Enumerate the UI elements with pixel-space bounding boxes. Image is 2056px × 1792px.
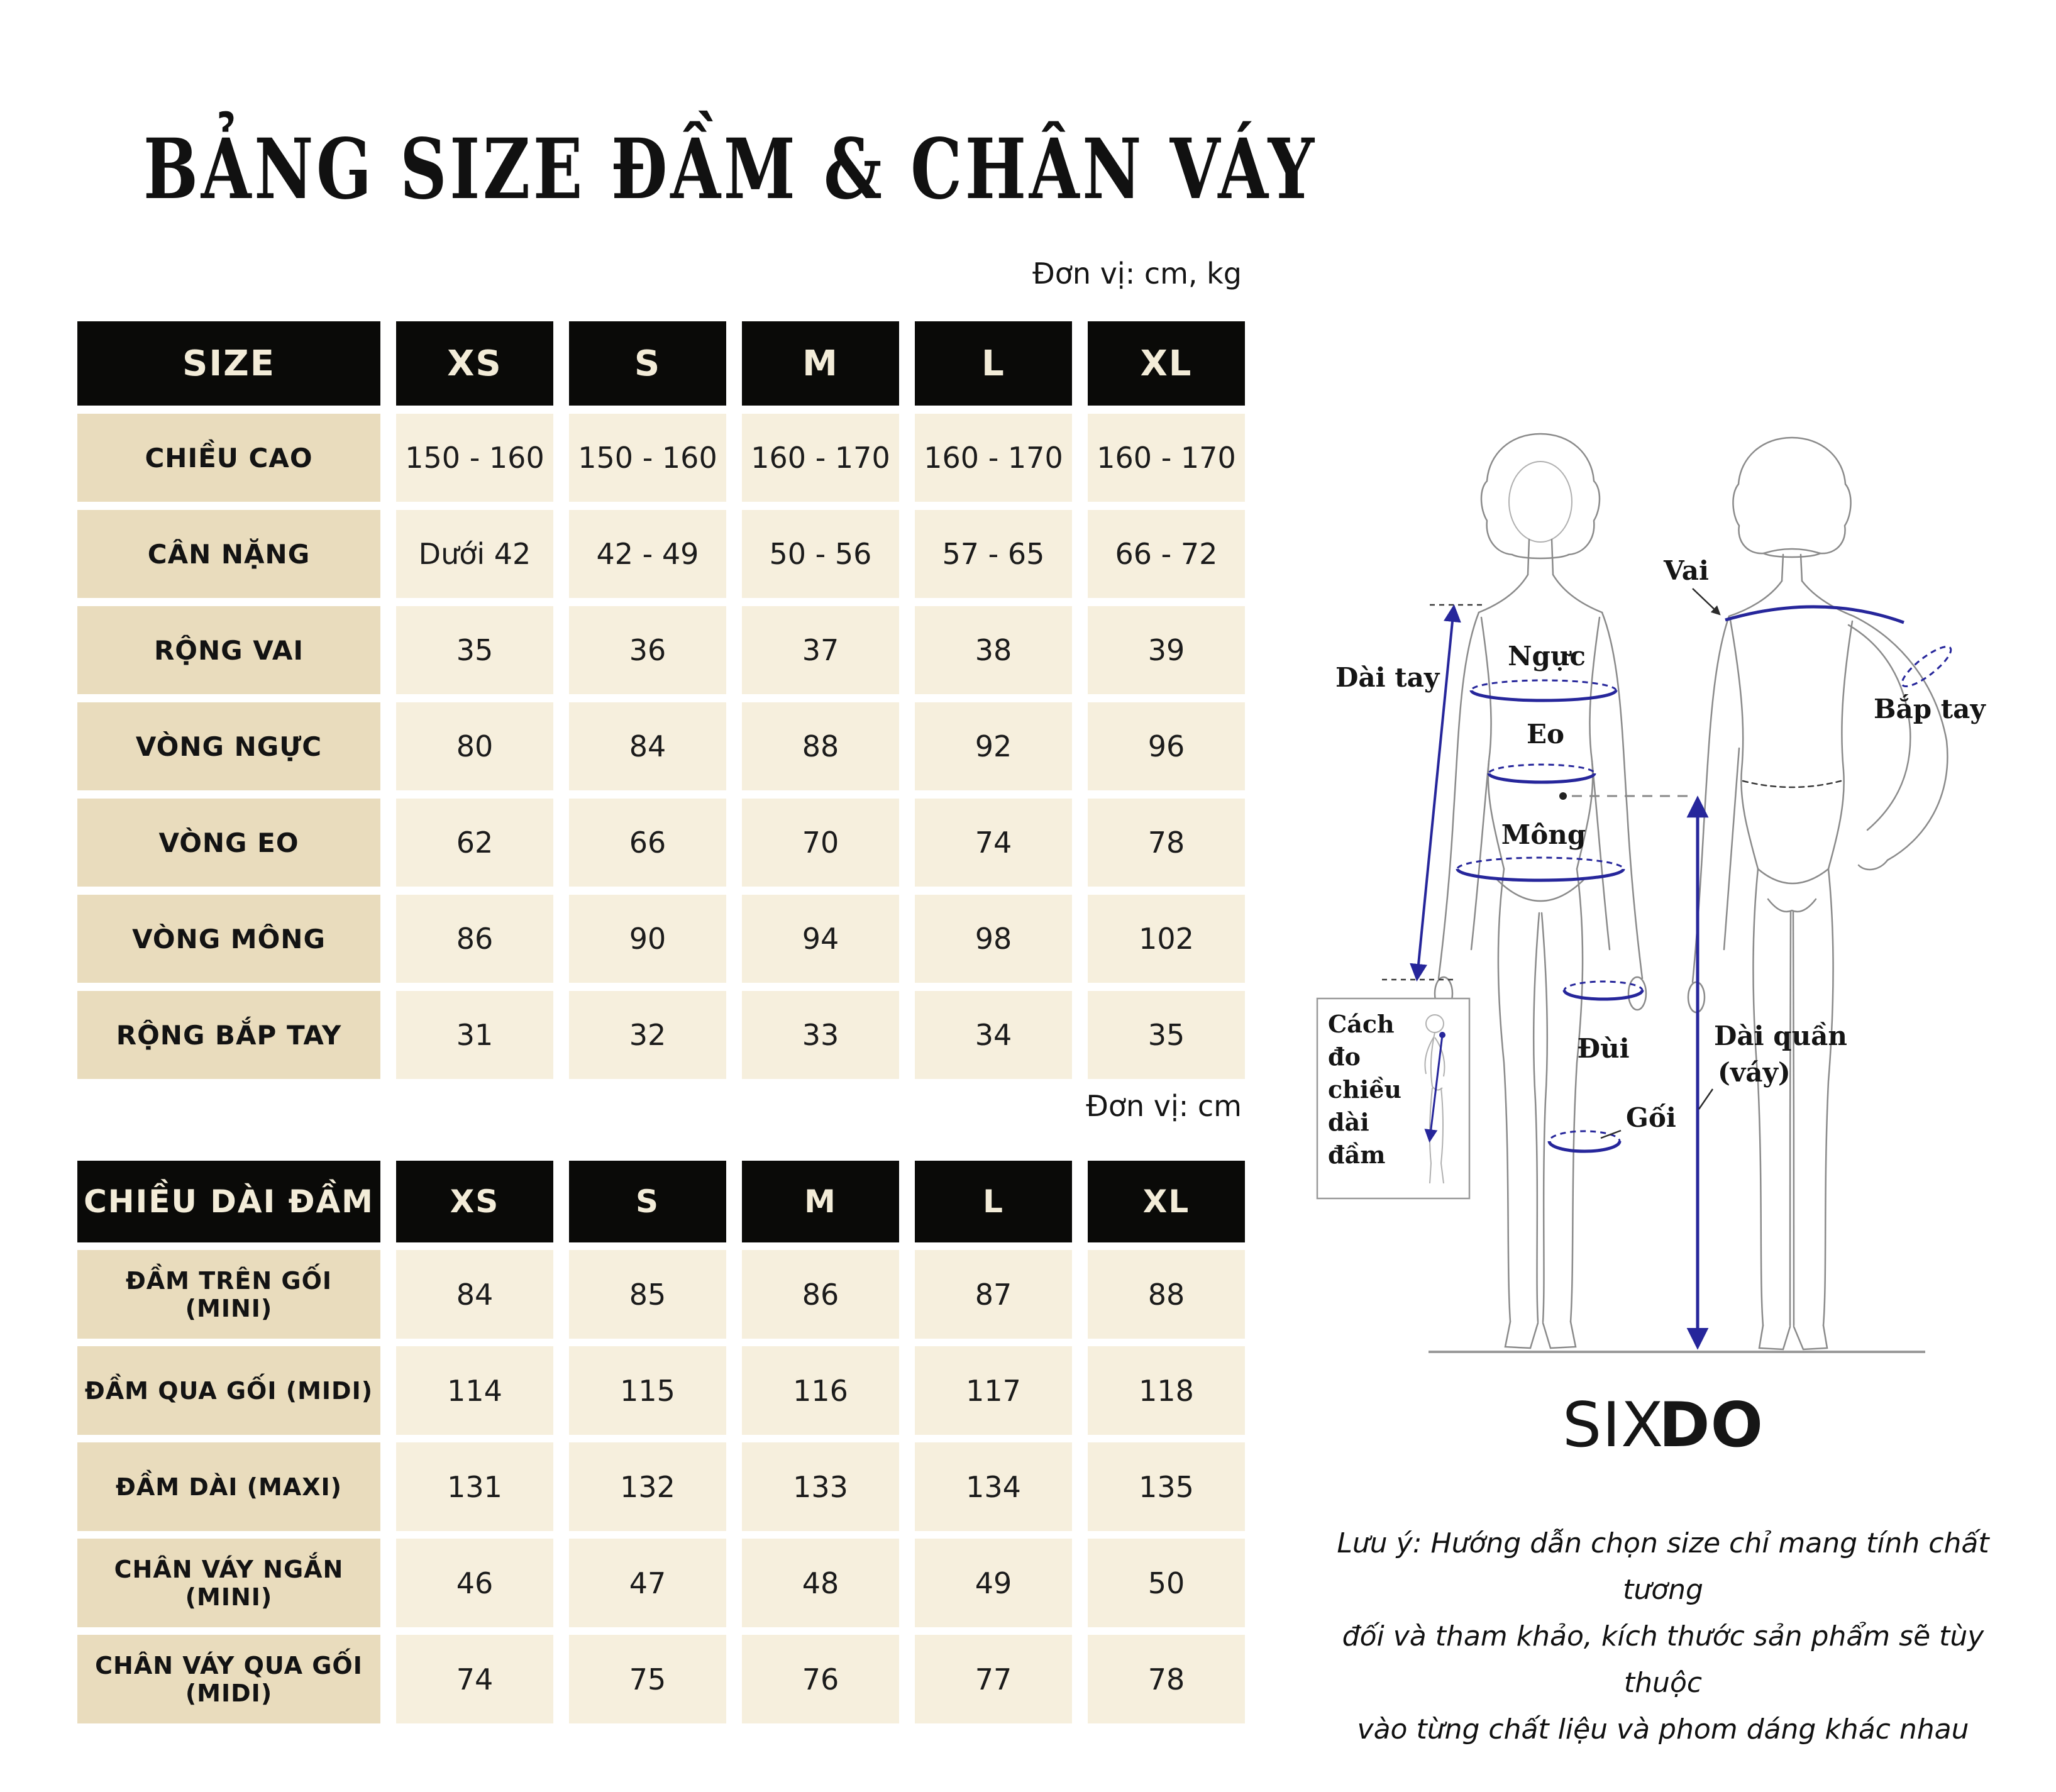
table-cell: 98 [915,895,1072,983]
table-cell: 160 - 170 [1088,414,1245,502]
thigh-label: Đùi [1577,1033,1630,1064]
table-cell: 115 [569,1346,726,1435]
disclaimer-line: Lưu ý: Hướng dẫn chọn size chỉ mang tính chất tương [1337,1527,1989,1606]
table-cell: 116 [742,1346,899,1435]
table-cell: 90 [569,895,726,983]
shoulder-pointer [1693,589,1719,614]
table-cell: 92 [915,702,1072,790]
front-figure-outline [1435,434,1646,1348]
t1-header-s: S [569,321,726,406]
dress-length-inset [1317,998,1469,1198]
table-cell: 76 [742,1635,899,1723]
t1-row-label: CHIỀU CAO [77,414,380,502]
table-cell: 50 - 56 [742,510,899,598]
t1-header-l: L [915,321,1072,406]
t2-row-label: ĐẦM DÀI (MAXI) [77,1442,380,1531]
table-cell: 46 [396,1539,553,1627]
t2-row-label: CHÂN VÁY NGẮN (MINI) [77,1539,380,1627]
table-cell: 77 [915,1635,1072,1723]
table-cell: 49 [915,1539,1072,1627]
bust-label: Ngực [1508,641,1586,672]
table-cell: 74 [915,799,1072,887]
table-cell: 75 [569,1635,726,1723]
table-cell: 78 [1088,1635,1245,1723]
t2-row-label: ĐẦM QUA GỐI (MIDI) [77,1346,380,1435]
logo-do: DO [1659,1390,1764,1461]
table-cell: 42 - 49 [569,510,726,598]
disclaimer-line: đối và tham khảo, kích thước sản phẩm sẽ tùy thuộc [1342,1620,1984,1699]
measurement-diagram [1289,396,2031,1377]
table-cell: 87 [915,1250,1072,1339]
t1-header-size: SIZE [77,321,380,406]
inset-label-line4: dài [1328,1108,1369,1136]
t2-header-xl: XL [1088,1161,1245,1242]
t2-header-m: M [742,1161,899,1242]
t2-header-length: CHIỀU DÀI ĐẦM [77,1161,380,1242]
inset-label-line5: đầm [1328,1141,1386,1169]
table-cell: 132 [569,1442,726,1531]
inset-label-line1: Cách [1328,1010,1395,1038]
disclaimer-line: vào từng chất liệu và phom dáng khác nhau [1357,1713,1969,1745]
unit-note-table2: Đơn vị: cm [1086,1089,1242,1123]
hip-label: Mông [1501,819,1586,850]
t2-row-label: ĐẦM TRÊN GỐI (MINI) [77,1250,380,1339]
t1-row-label: RỘNG BẮP TAY [77,991,380,1079]
body-size-table [77,321,1245,1079]
table-cell: 48 [742,1539,899,1627]
table-cell: 84 [569,702,726,790]
table-cell: 62 [396,799,553,887]
table-cell: 74 [396,1635,553,1723]
table-cell: 86 [742,1250,899,1339]
table-cell: 84 [396,1250,553,1339]
table-cell: 35 [396,606,553,694]
table-cell: 131 [396,1442,553,1531]
shoulder-label: Vai [1664,555,1709,586]
table-cell: 102 [1088,895,1245,983]
t1-row-label: RỘNG VAI [77,606,380,694]
table-cell: 66 [569,799,726,887]
t2-header-xs: XS [396,1161,553,1242]
inset-label-line3: chiều [1328,1075,1402,1103]
skirt-length-label-line1: Dài quần [1714,1020,1847,1051]
table-cell: 88 [742,702,899,790]
table-cell: 160 - 170 [742,414,899,502]
table-cell: 114 [396,1346,553,1435]
t1-header-m: M [742,321,899,406]
t1-row-label: VÒNG EO [77,799,380,887]
table-cell: 134 [915,1442,1072,1531]
brand-logo [1506,1390,1820,1461]
table-cell: 39 [1088,606,1245,694]
table-cell: 31 [396,991,553,1079]
table-cell: 34 [915,991,1072,1079]
table-cell: 37 [742,606,899,694]
t2-header-l: L [915,1161,1072,1242]
table-cell: Dưới 42 [396,510,553,598]
t2-header-s: S [569,1161,726,1242]
unit-note-table1: Đơn vị: cm, kg [1032,257,1242,290]
logo-six: SIX [1562,1390,1664,1461]
table-cell: 57 - 65 [915,510,1072,598]
table-cell: 50 [1088,1539,1245,1627]
measure-marks [1382,589,1955,1344]
knee-label: Gối [1626,1102,1676,1133]
table-cell: 94 [742,895,899,983]
table-cell: 38 [915,606,1072,694]
table-cell: 96 [1088,702,1245,790]
skirt-length-label-line2: (váy) [1718,1057,1791,1088]
table-cell: 118 [1088,1346,1245,1435]
back-figure-outline [1688,438,1947,1349]
inset-label-line2: đo [1328,1043,1361,1071]
table-cell: 80 [396,702,553,790]
table-cell: 78 [1088,799,1245,887]
upper-arm-label: Bắp tay [1874,694,1986,724]
table-cell: 150 - 160 [569,414,726,502]
t2-row-label: CHÂN VÁY QUA GỐI (MIDI) [77,1635,380,1723]
t1-row-label: VÒNG NGỰC [77,702,380,790]
table-cell: 133 [742,1442,899,1531]
table-cell: 117 [915,1346,1072,1435]
table-cell: 32 [569,991,726,1079]
table-cell: 36 [569,606,726,694]
table-cell: 88 [1088,1250,1245,1339]
table-cell: 35 [1088,991,1245,1079]
page-title: BẢNG SIZE ĐẦM & CHÂN VÁY [143,121,1317,218]
t1-row-label: CÂN NẶNG [77,510,380,598]
t1-header-xs: XS [396,321,553,406]
sleeve-length-label: Dài tay [1335,662,1440,693]
table-cell: 66 - 72 [1088,510,1245,598]
table-cell: 47 [569,1539,726,1627]
table-cell: 86 [396,895,553,983]
disclaimer-note [1308,1520,2018,1753]
table-cell: 85 [569,1250,726,1339]
dress-length-table [77,1161,1245,1723]
table-cell: 160 - 170 [915,414,1072,502]
t1-header-xl: XL [1088,321,1245,406]
table-cell: 135 [1088,1442,1245,1531]
table-cell: 33 [742,991,899,1079]
shoulder-measure-line [1725,607,1904,622]
waist-label: Eo [1526,719,1565,749]
table-cell: 150 - 160 [396,414,553,502]
t1-row-label: VÒNG MÔNG [77,895,380,983]
table-cell: 70 [742,799,899,887]
